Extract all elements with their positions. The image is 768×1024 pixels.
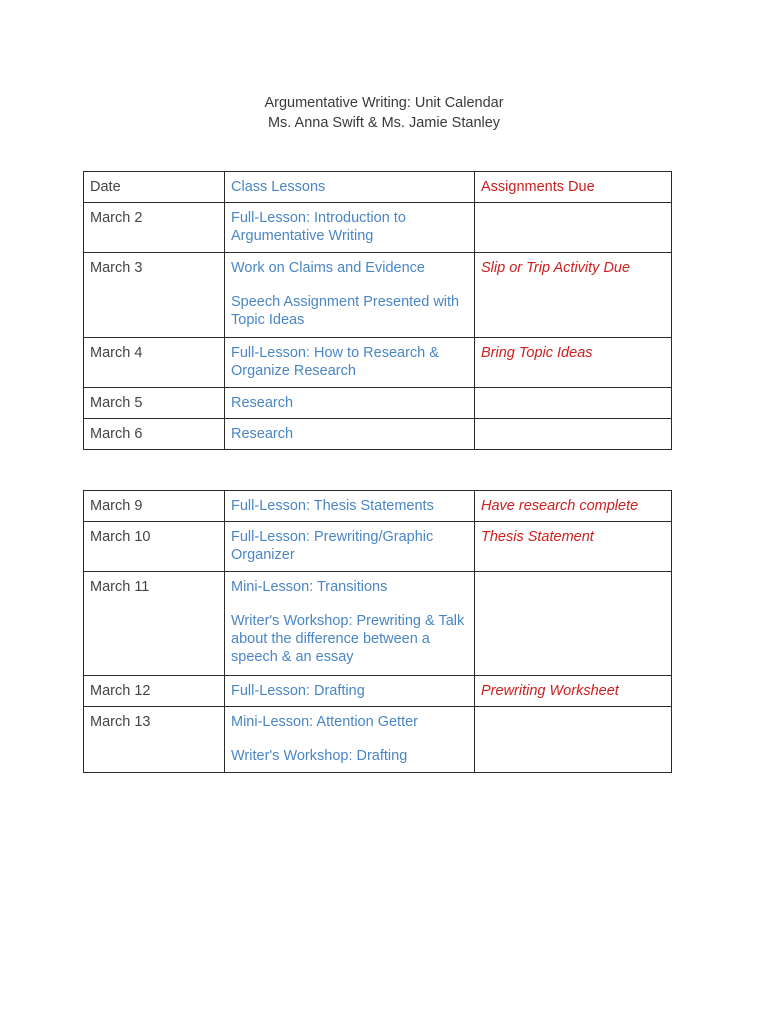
row-lessons <box>225 676 475 707</box>
table-row <box>84 253 672 338</box>
lesson-item: Full-Lesson: Drafting <box>231 683 365 699</box>
row-assignment-due <box>475 572 672 676</box>
row-date: March 5 <box>84 388 225 419</box>
row-date: March 2 <box>84 203 225 253</box>
table-row <box>84 203 672 253</box>
table-row <box>84 676 672 707</box>
row-assignment-due <box>475 203 672 253</box>
row-date: March 11 <box>84 572 225 676</box>
row-lessons <box>225 203 475 253</box>
unit-calendar-table-week-2 <box>83 490 672 773</box>
table-row <box>84 491 672 522</box>
row-date: March 3 <box>84 253 225 338</box>
lesson-item: Research <box>231 395 294 411</box>
lesson-item: Full-Lesson: Introduction to Argumentative Writing <box>231 210 406 244</box>
row-lessons <box>225 338 475 388</box>
document-title: Argumentative Writing: Unit Calendar <box>264 95 504 111</box>
row-assignment-due <box>475 707 672 773</box>
table-row <box>84 388 672 419</box>
row-lessons <box>225 707 475 773</box>
lesson-item: Research <box>231 426 294 442</box>
row-date: March 6 <box>84 419 225 450</box>
row-assignment-due: Thesis Statement <box>475 522 672 572</box>
row-assignment-due: Slip or Trip Activity Due <box>475 253 672 338</box>
row-lessons <box>225 522 475 572</box>
lesson-item: Work on Claims and Evidence <box>231 260 425 276</box>
table-row <box>84 572 672 676</box>
lesson-item: Mini-Lesson: Transitions <box>231 579 388 595</box>
document-header <box>0 93 768 133</box>
unit-calendar-table-week-1 <box>83 171 672 450</box>
row-lessons <box>225 572 475 676</box>
lesson-item: Mini-Lesson: Attention Getter <box>231 714 418 730</box>
row-lessons <box>225 491 475 522</box>
row-assignment-due: Have research complete <box>475 491 672 522</box>
row-assignment-due: Prewriting Worksheet <box>475 676 672 707</box>
document-subtitle: Ms. Anna Swift & Ms. Jamie Stanley <box>267 115 501 131</box>
table-row <box>84 707 672 773</box>
table-row <box>84 338 672 388</box>
row-lessons <box>225 388 475 419</box>
header-assignments-due: Assignments Due <box>475 172 672 203</box>
row-lessons <box>225 253 475 338</box>
header-class-lessons: Class Lessons <box>225 172 475 203</box>
lesson-item: Full-Lesson: Thesis Statements <box>231 498 434 514</box>
row-assignment-due: Bring Topic Ideas <box>475 338 672 388</box>
row-date: March 4 <box>84 338 225 388</box>
row-date: March 9 <box>84 491 225 522</box>
lesson-item: Writer's Workshop: Drafting <box>231 748 408 764</box>
row-date: March 10 <box>84 522 225 572</box>
lesson-item: Speech Assignment Presented with Topic Ideas <box>231 294 460 328</box>
lesson-item: Writer's Workshop: Prewriting & Talk about the difference between a speech & an essay <box>231 613 465 665</box>
table-row <box>84 419 672 450</box>
row-assignment-due <box>475 419 672 450</box>
row-date: March 12 <box>84 676 225 707</box>
lesson-item: Full-Lesson: How to Research & Organize Research <box>231 345 439 379</box>
row-lessons <box>225 419 475 450</box>
row-assignment-due <box>475 388 672 419</box>
row-date: March 13 <box>84 707 225 773</box>
lesson-item: Full-Lesson: Prewriting/Graphic Organizer <box>231 529 434 563</box>
table-header-row <box>84 172 672 203</box>
table-row <box>84 522 672 572</box>
header-date: Date <box>84 172 225 203</box>
